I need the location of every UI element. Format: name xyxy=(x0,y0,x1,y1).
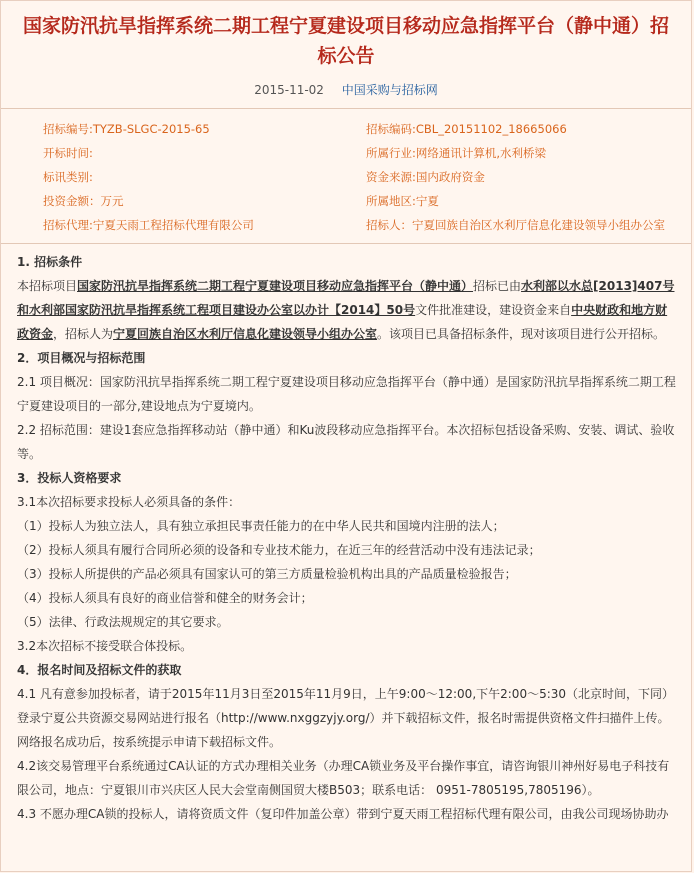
paragraph: 4.1 凡有意参加投标者，请于2015年11月3日至2015年11月9日，上午9:00～12:00,下午2:00～5:30（北京时间，下同）登录宁夏公共资源交易网站进行报名（http://www.nxggzyjy.org/）并下载招标文件，报名时需提供资格文件扫描件上传。网络报名成功后，按系统提示申请下载招标文件。 xyxy=(17,687,675,749)
paragraph: 3.1本次招标要求投标人必须具备的条件： xyxy=(17,495,241,509)
fund-source: 资金来源:国内政府资金 xyxy=(366,170,485,184)
list-item: （2）投标人须具有履行合同所必须的设备和专业技术能力，在近三年的经营活动中没有违法记录； xyxy=(17,543,541,557)
industry: 所属行业:网络通讯计算机,水利桥梁 xyxy=(366,146,547,160)
info-grid xyxy=(1,109,691,237)
tenderer-name: 宁夏回族自治区水利厅信息化建设领导小组办公室 xyxy=(113,327,378,341)
bid-code: 招标编码:CBL_20151102_18665066 xyxy=(366,122,567,136)
investment-amount: 投资金额：万元 xyxy=(43,194,124,208)
section-heading: 4．报名时间及招标文件的获取 xyxy=(17,663,182,677)
announcement-body xyxy=(1,244,691,826)
fund-info: 中央财政和地方财政资金 xyxy=(17,303,668,341)
info-right xyxy=(366,117,679,237)
list-item: （3）投标人所提供的产品必须具有国家认可的第三方质量检验机构出具的产品质量检验报告； xyxy=(17,567,517,581)
region: 所属地区:宁夏 xyxy=(366,194,439,208)
list-item: （5）法律、行政法规规定的其它要求。 xyxy=(17,615,229,629)
info-left xyxy=(43,117,356,237)
text: 文件批准建设，建设资金来自 xyxy=(415,303,572,317)
project-name: 国家防汛抗旱指挥系统二期工程宁夏建设项目移动应急指挥平台（静中通） xyxy=(77,279,474,293)
open-time: 开标时间: xyxy=(43,146,93,160)
section-heading: 1. 招标条件 xyxy=(17,255,83,269)
bid-agent: 招标代理:宁夏天雨工程招标代理有限公司 xyxy=(43,218,254,232)
text: 招标已由 xyxy=(473,279,522,293)
publish-date: 2015-11-02 xyxy=(254,83,324,97)
section-heading: 2．项目概况与招标范围 xyxy=(17,351,146,365)
meta-line xyxy=(1,81,691,98)
paragraph: 4.2该交易管理平台系统通过CA认证的方式办理相关业务（办理CA锁业务及平台操作事宜，请咨询银川神州好易电子科技有限公司，地点：宁夏银川市兴庆区人民大会堂南侧国贸大楼B503；联系电话： 0951-7805195,7805196）。 xyxy=(17,759,670,797)
approval-doc: 水利部以水总[2013]407号和水利部国家防汛抗旱指挥系统工程项目建设办公室以办计【2014】50号 xyxy=(17,279,675,317)
paragraph: 2.1 项目概况：国家防汛抗旱指挥系统二期工程宁夏建设项目移动应急指挥平台（静中通）是国家防汛抗旱指挥系统二期工程宁夏建设项目的一部分,建设地点为宁夏境内。 xyxy=(17,375,676,413)
text: 。该项目已具备招标条件，现对该项目进行公开招标。 xyxy=(377,327,666,341)
list-item: （4）投标人须具有良好的商业信誉和健全的财务会计； xyxy=(17,591,313,605)
paragraph: 3.2本次招标不接受联合体投标。 xyxy=(17,639,193,653)
text: 本招标项目 xyxy=(17,279,78,293)
paragraph: 4.3 不愿办理CA锁的投标人，请将资质文件（复印件加盖公章）带到宁夏天雨工程招标代理有限公司，由我公司现场协助办 xyxy=(17,807,669,821)
section-heading: 3．投标人资格要求 xyxy=(17,471,122,485)
paragraph xyxy=(17,274,679,346)
tenderer: 招标人：宁夏回族自治区水利厅信息化建设领导小组办公室 xyxy=(366,218,665,232)
bid-number: 招标编号:TYZB-SLGC-2015-65 xyxy=(43,122,210,136)
page-title: 国家防汛抗旱指挥系统二期工程宁夏建设项目移动应急指挥平台（静中通）招标公告 xyxy=(22,15,669,67)
text: ，招标人为 xyxy=(53,327,114,341)
bid-category: 标讯类别: xyxy=(43,170,93,184)
source-link[interactable]: 中国采购与招标网 xyxy=(341,83,438,97)
paragraph: 2.2 招标范围：建设1套应急指挥移动站（静中通）和Ku波段移动应急指挥平台。本次招标包括设备采购、安装、调试、验收等。 xyxy=(17,423,675,461)
list-item: （1）投标人为独立法人，具有独立承担民事责任能力的在中华人民共和国境内注册的法人； xyxy=(17,519,505,533)
